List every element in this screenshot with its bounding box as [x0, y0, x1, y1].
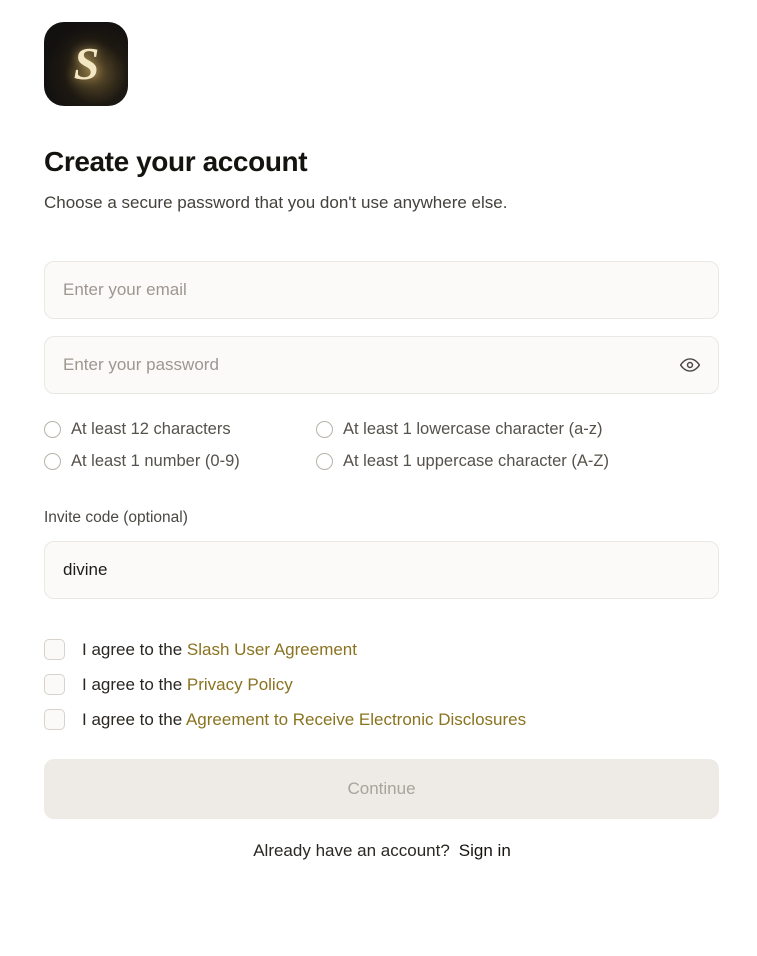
signin-prompt: Already have an account?	[253, 841, 450, 860]
password-requirements	[44, 420, 720, 471]
agreement-checkbox-electronic-disclosures[interactable]	[44, 709, 65, 730]
electronic-disclosures-link[interactable]: Agreement to Receive Electronic Disclosures	[185, 709, 527, 729]
agreement-row[interactable]	[44, 709, 720, 730]
invite-code-label: Invite code (optional)	[44, 509, 188, 526]
show-password-icon[interactable]	[678, 353, 702, 377]
agreement-prefix: I agree to the	[82, 639, 187, 659]
agreement-prefix: I agree to the	[82, 709, 186, 729]
circle-icon	[44, 421, 61, 438]
email-field[interactable]	[44, 261, 719, 319]
circle-icon	[316, 421, 333, 438]
sign-in-link[interactable]: Sign in	[458, 841, 511, 860]
agreement-checkbox-user-agreement[interactable]	[44, 639, 65, 660]
slash-user-agreement-link[interactable]: Slash User Agreement	[186, 639, 357, 659]
continue-button[interactable]: Continue	[44, 759, 719, 819]
invite-field-wrapper	[44, 541, 720, 599]
privacy-policy-link[interactable]: Privacy Policy	[186, 674, 293, 694]
password-field[interactable]	[44, 336, 719, 394]
agreement-label	[82, 640, 357, 660]
slash-logo	[44, 22, 128, 106]
requirement-label: At least 1 uppercase character (A-Z)	[343, 452, 609, 470]
agreement-label	[82, 675, 293, 695]
signin-footer	[44, 841, 720, 861]
requirement-label: At least 1 lowercase character (a-z)	[343, 420, 603, 438]
invite-code-field[interactable]	[44, 541, 719, 599]
agreement-row[interactable]	[44, 639, 720, 660]
agreement-checkbox-privacy-policy[interactable]	[44, 674, 65, 695]
logo-glyph: S	[73, 38, 99, 89]
requirement-label: At least 12 characters	[71, 420, 231, 438]
agreements-list	[44, 639, 720, 730]
circle-icon	[316, 453, 333, 470]
email-field-wrapper	[44, 261, 720, 319]
requirement-label: At least 1 number (0-9)	[71, 452, 240, 470]
page-subtitle: Choose a secure password that you don't use anywhere else.	[44, 193, 508, 212]
agreement-label	[82, 710, 526, 730]
password-field-wrapper	[44, 336, 720, 394]
agreement-prefix: I agree to the	[82, 674, 187, 694]
password-requirement	[44, 420, 316, 439]
password-requirement	[316, 452, 720, 471]
page-title: Create your account	[44, 146, 308, 177]
password-requirement	[316, 420, 720, 439]
password-requirement	[44, 452, 316, 471]
circle-icon	[44, 453, 61, 470]
agreement-row[interactable]	[44, 674, 720, 695]
